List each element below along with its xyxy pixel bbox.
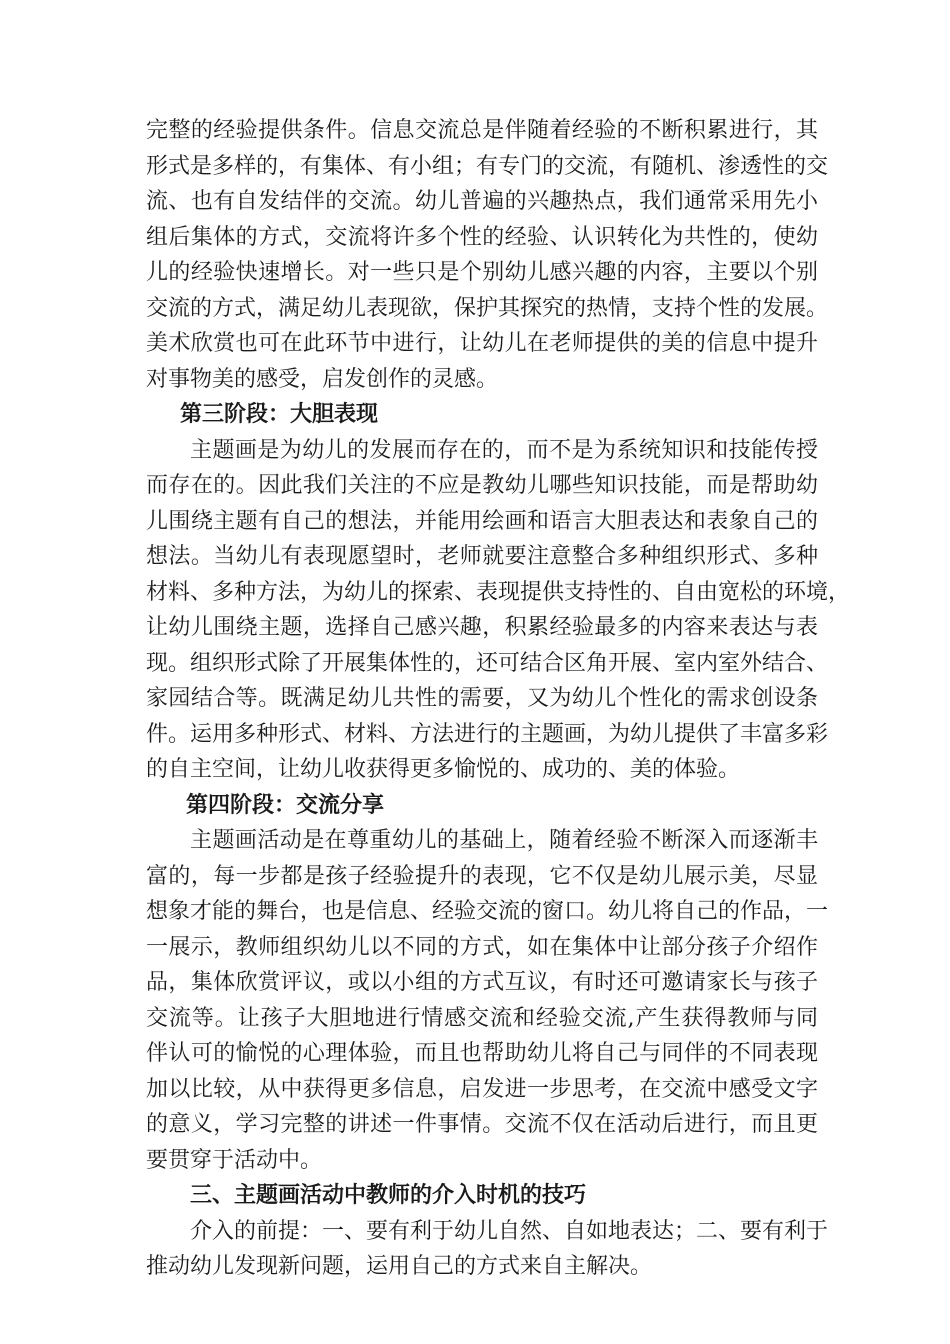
text-line: 形式是多样的，有集体、有小组；有专门的交流，有随机、渗透性的交 [146,153,829,179]
text-line: 家园结合等。既满足幼儿共性的需要，又为幼儿个性化的需求创设条 [146,686,818,711]
text-line: 交流等。让孩子大胆地进行情感交流和经验交流,产生获得教师与同 [146,1005,818,1031]
paragraph-bold-expression [146,433,851,788]
text-line: 交流的方式，满足幼儿表现欲，保护其探究的热情，支持个性的发展。 [146,295,829,321]
text-line: 推动幼儿发现新问题，运用自己的方式来自主解决。 [146,1254,653,1279]
paragraph-intervention-premise [146,1214,829,1285]
text-line: 想法。当幼儿有表现愿望时，老师就要注意整合多种组织形式、多种 [146,544,818,569]
text-line: 一展示，教师组织幼儿以不同的方式，如在集体中让部分孩子介绍作 [146,934,818,960]
text-line: 加以比较，从中获得更多信息，启发进一步思考，在交流中感受文字 [146,1076,818,1102]
text-line: 美术欣赏也可在此环节中进行，让幼儿在老师提供的美的信息中提升 [146,331,818,356]
text-line: 的意义，学习完整的讲述一件事情。交流不仅在活动后进行，而且更 [146,1112,818,1137]
text-line: 介入的前提：一、要有利于幼儿自然、自如地表达；二、要有利于 [190,1218,829,1244]
text-line: 要贯穿于活动中。 [146,1147,323,1173]
text-line: 对事物美的感受，启发创作的灵感。 [146,366,499,392]
heading-stage-3: 第三阶段：大胆表现 [180,401,379,427]
paragraph-collaboration [146,113,829,397]
text-line: 件。运用多种形式、材料、方法进行的主题画，为幼儿提供了丰富多彩 [146,721,829,747]
text-line: 儿围绕主题有自己的想法，并能用绘画和语言大胆表达和表象自己的 [146,508,818,534]
text-line: 主题画活动是在尊重幼儿的基础上，随着经验不断深入而逐渐丰 [190,828,818,853]
text-line: 主题画是为幼儿的发展而存在的，而不是为系统知识和技能传授 [190,437,818,463]
text-line: 组后集体的方式，交流将许多个性的经验、认识转化为共性的，使幼 [146,224,818,250]
document-body [146,113,851,1285]
text-line: 现。组织形式除了开展集体性的，还可结合区角开展、室内室外结合、 [146,650,829,676]
text-line: 的自主空间，让幼儿收获得更多愉悦的、成功的、美的体验。 [146,757,741,782]
text-line: 流、也有自发结伴的交流。幼儿普遍的兴趣热点，我们通常采用先小 [146,189,818,214]
paragraph-sharing [146,823,829,1178]
heading-section-3: 三、主题画活动中教师的介入时机的技巧 [190,1182,587,1208]
text-line: 伴认可的愉悦的心理体验，而且也帮助幼儿将自己与同伴的不同表现 [146,1041,818,1066]
heading-stage-4: 第四阶段：交流分享 [186,791,385,818]
text-line: 让幼儿围绕主题，选择自己感兴趣，积累经验最多的内容来表达与表 [146,615,818,640]
text-line: 富的，每一步都是孩子经验提升的表现，它不仅是幼儿展示美，尽显 [146,863,818,889]
text-line: 而存在的。因此我们关注的不应是教幼儿哪些知识技能，而是帮助幼 [146,473,818,498]
text-line: 品，集体欣赏评议，或以小组的方式互议，有时还可邀请家长与孩子 [146,970,818,995]
text-line: 完整的经验提供条件。信息交流总是伴随着经验的不断积累进行，其 [146,118,818,143]
text-line: 儿的经验快速增长。对一些只是个别幼儿感兴趣的内容，主要以个别 [146,260,818,285]
text-line: 材料、多种方法，为幼儿的探索、表现提供支持性的、自由宽松的环境， [146,579,851,605]
text-line: 想象才能的舞台，也是信息、经验交流的窗口。幼儿将自己的作品，一 [146,899,829,924]
